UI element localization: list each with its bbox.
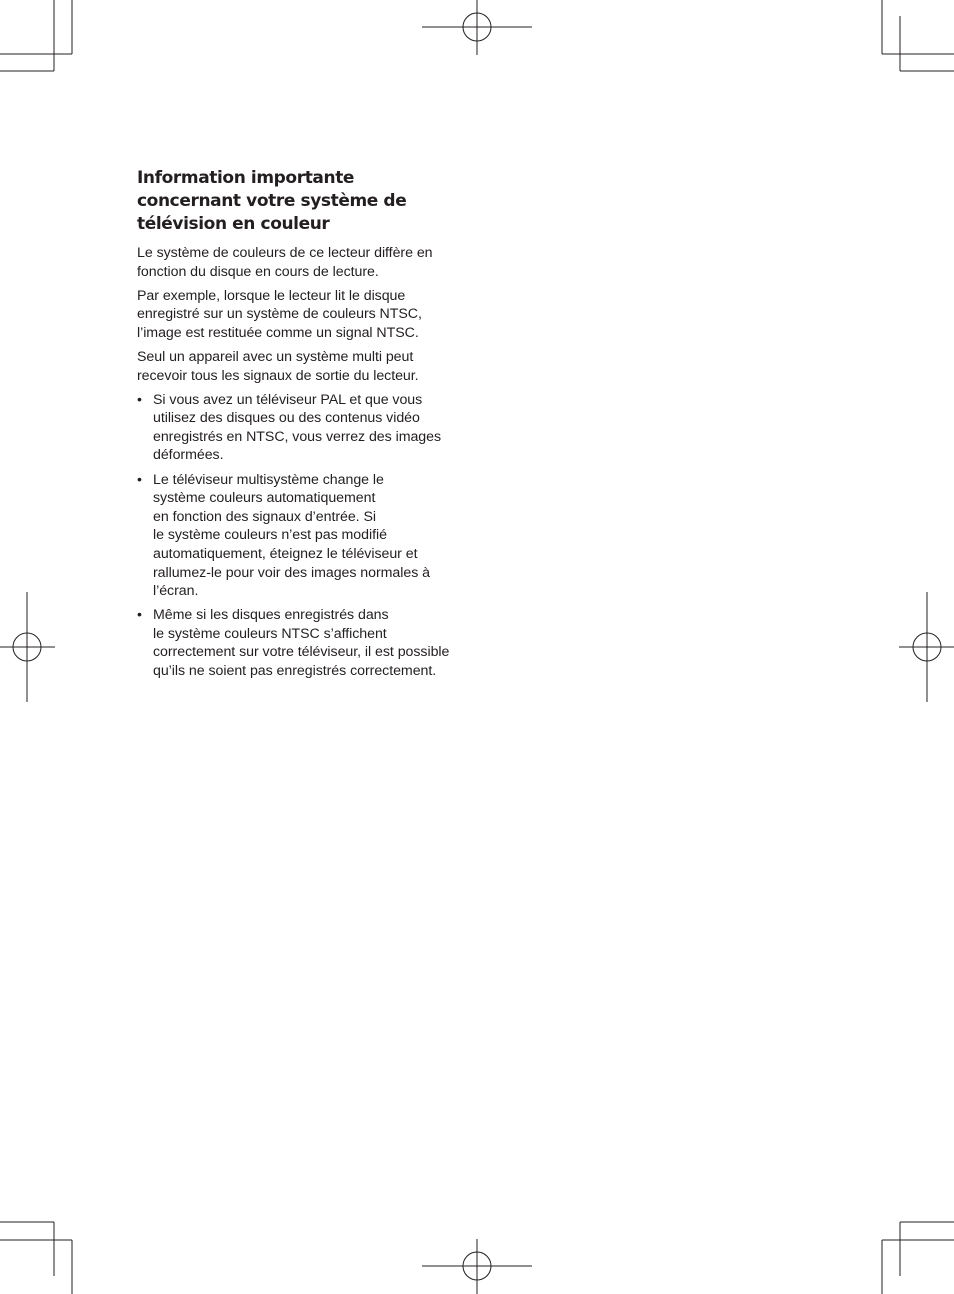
paragraph: Le système de couleurs de ce lecteur diffère en fonction du disque en cours de lecture. xyxy=(137,245,433,280)
bullet-icon: • xyxy=(137,607,142,624)
bullet-item xyxy=(137,391,459,465)
paragraph: Seul un appareil avec un système multi peut recevoir tous les signaux de sortie du lecteur. xyxy=(137,348,419,384)
registration-mark-top xyxy=(422,0,532,55)
section-heading: Information importante concernant votre système de télévision en couleur xyxy=(137,168,407,234)
bullet-item xyxy=(137,471,459,601)
text-column xyxy=(137,167,459,686)
registration-mark-left xyxy=(0,592,55,702)
paragraph: Par exemple, lorsque le lecteur lit le disque enregistré sur un système de couleurs NTSC, l’image est restituée comme un signal NTSC. xyxy=(137,287,422,341)
registration-mark-right xyxy=(899,592,954,702)
bullet-icon: • xyxy=(137,391,142,408)
bullet-item xyxy=(137,606,459,680)
bullet-text: Si vous avez un téléviseur PAL et que vous utilisez des disques ou des contenus vidéo enregistrés en NTSC, vous verrez des images déformées. xyxy=(153,391,442,464)
bullet-list xyxy=(137,391,459,681)
bullet-text: Même si les disques enregistrés dans le système couleurs NTSC s’affichent correctement sur votre téléviseur, il est possible qu’ils ne soient pas enregistrés correctement. xyxy=(153,607,450,679)
registration-mark-bottom xyxy=(422,1239,532,1294)
bullet-icon: • xyxy=(137,471,142,488)
bullet-text: Le téléviseur multisystème change le système couleurs automatiquement en fonction des signaux d’entrée. Si le système couleurs n’est pas modifié automatiquement, éteignez le téléviseur et rallumez-le pour voir des images normales à l’écran. xyxy=(153,471,430,600)
